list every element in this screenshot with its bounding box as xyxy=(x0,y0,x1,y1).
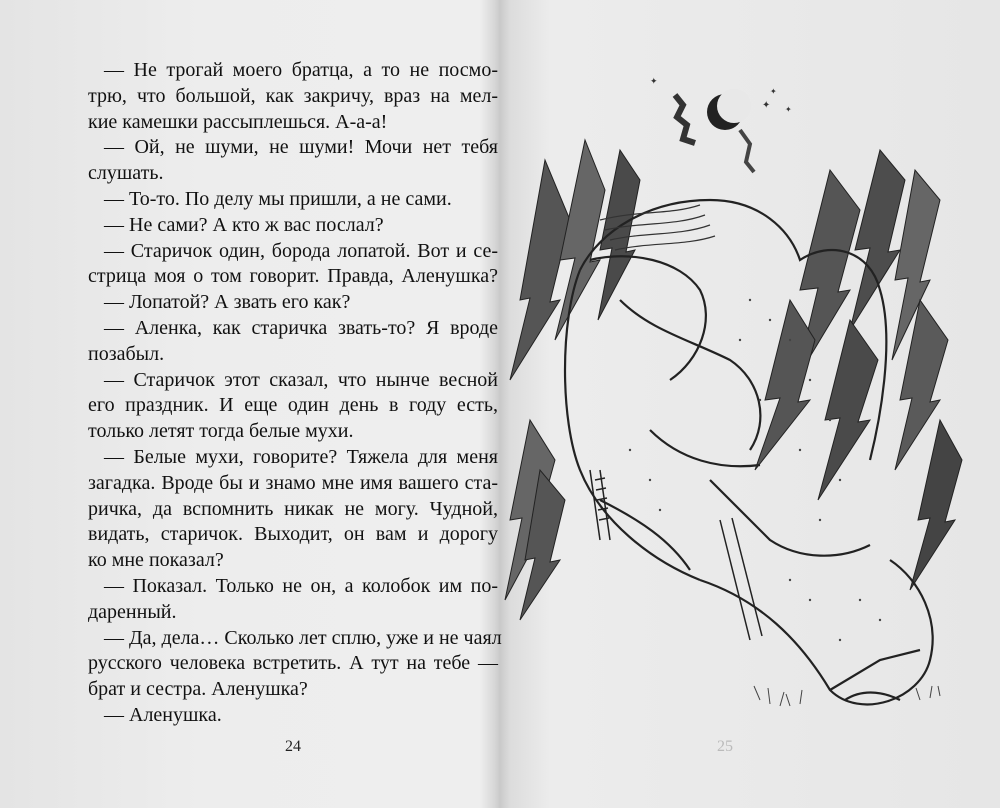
text-line: — Старичок этот сказал, что нынче весной xyxy=(104,368,498,391)
text-line: видать, старичок. Выходит, он вам и дорогу xyxy=(88,523,498,546)
fir-trees-left xyxy=(505,140,640,620)
text-line: ко мне показал? xyxy=(88,549,224,572)
ornament-band xyxy=(590,470,762,640)
fir-trees-right xyxy=(755,150,962,590)
text-line: русского человека встретить. А тут на тебе — xyxy=(88,652,498,675)
illustration xyxy=(500,0,1000,808)
svg-text:✦: ✦ xyxy=(770,87,777,96)
text-line: позабыл. xyxy=(88,342,165,365)
right-page xyxy=(500,0,1000,808)
text-line: — Ой, не шуми, не шуми! Мочи нет тебя xyxy=(104,136,498,159)
text-line: загадка. Вроде бы и знамо мне имя вашего ста- xyxy=(88,471,498,494)
text-line: — Да, дела… Сколько лет сплю, уже и не чаял xyxy=(104,626,502,649)
page-number-right: 25 xyxy=(717,738,733,755)
text-line: кие камешки рассыплешься. А-а-а! xyxy=(88,110,388,133)
page-number-left: 24 xyxy=(285,738,301,755)
text-line: стрица моя о том говорит. Правда, Аленушка? xyxy=(88,265,498,288)
text-line: — Белые мухи, говорите? Тяжела для меня xyxy=(104,445,498,468)
svg-text:✦: ✦ xyxy=(762,100,771,111)
text-line: — Аленка, как старичка звать-то? Я вроде xyxy=(104,316,498,339)
left-page-text xyxy=(88,58,502,729)
text-line: — Аленушка. xyxy=(104,703,222,726)
text-line: его праздник. И еще один день в году есть, xyxy=(88,394,498,417)
text-line: — Лопатой? А звать его как? xyxy=(104,291,351,314)
text-line: слушать. xyxy=(88,162,164,185)
text-line: — Не трогай моего братца, а то не посмо- xyxy=(104,59,498,81)
text-line: даренный. xyxy=(88,600,177,623)
text-line: — То-то. По делу мы пришли, а не сами. xyxy=(104,187,452,210)
sky-scribble xyxy=(675,95,695,143)
text-line: ричка, да вспомнить никак не могу. Чудной, xyxy=(88,497,498,520)
text-line: только летят тогда белые мухи. xyxy=(88,420,354,443)
text-line: трю, что большой, как закричу, враз на мел- xyxy=(88,84,498,107)
moon-icon xyxy=(707,89,751,130)
svg-text:✦: ✦ xyxy=(785,105,792,114)
text-line: — Показал. Только не он, а колобок им по- xyxy=(104,574,498,597)
text-line: — Старичок один, борода лопатой. Вот и се- xyxy=(104,239,498,262)
svg-text:✦: ✦ xyxy=(650,77,658,87)
text-line: брат и сестра. Аленушка? xyxy=(88,678,308,701)
text-line: — Не сами? А кто ж вас послал? xyxy=(104,213,384,236)
